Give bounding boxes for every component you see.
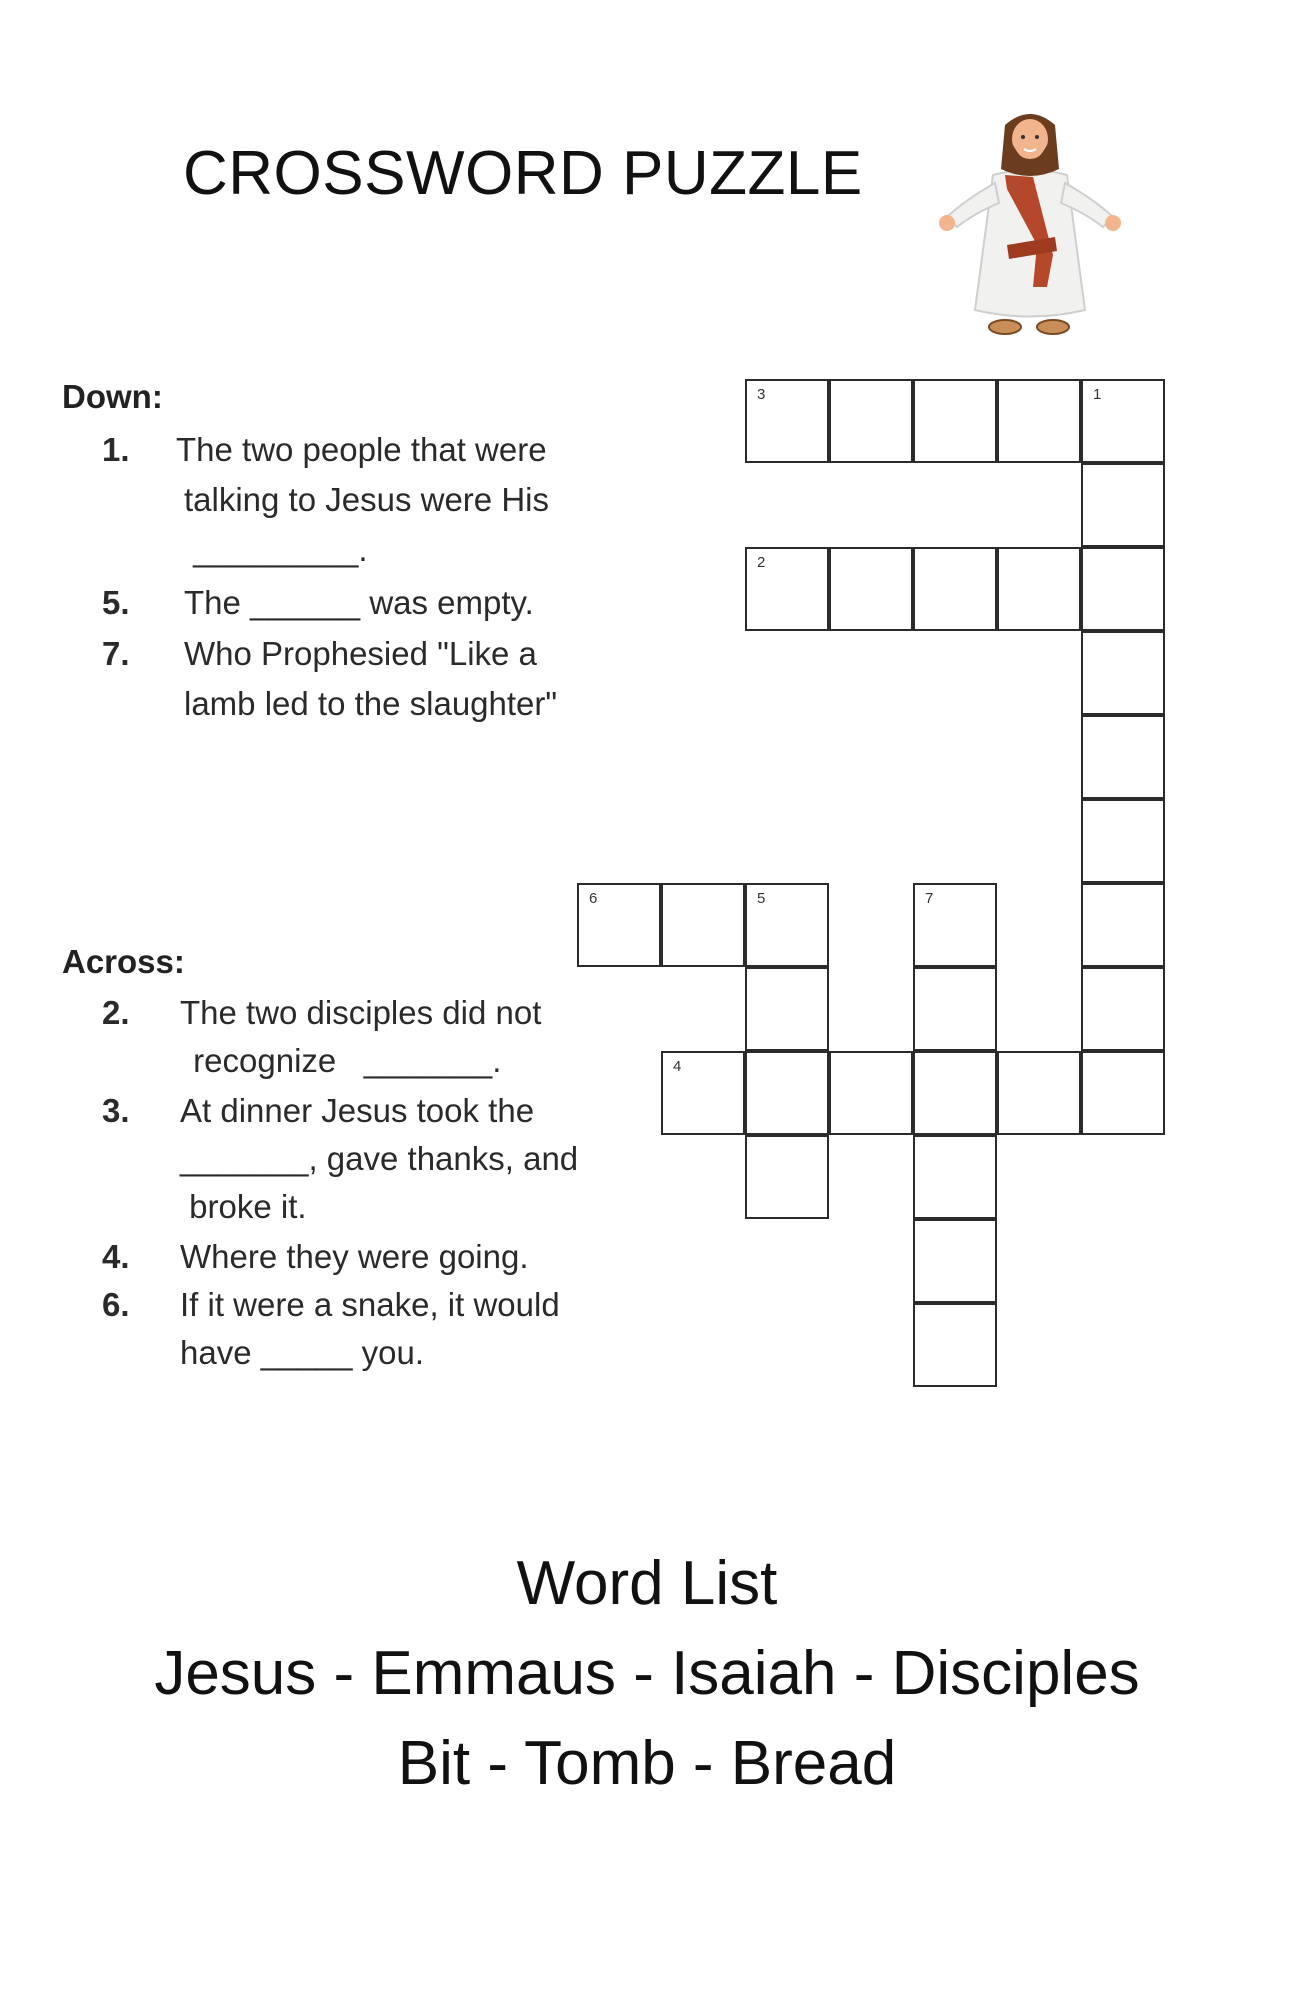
crossword-cell[interactable] <box>1081 715 1165 799</box>
word-list-line-1: Jesus - Emmaus - Isaiah - Disciples <box>154 1639 1140 1708</box>
cell-number: 2 <box>757 554 766 571</box>
down-clue-7 <box>102 629 622 729</box>
crossword-cell[interactable] <box>1081 379 1165 463</box>
crossword-cell[interactable] <box>997 379 1081 463</box>
crossword-cell[interactable] <box>913 1219 997 1303</box>
cell-number: 6 <box>589 890 598 907</box>
crossword-cell[interactable] <box>913 1135 997 1219</box>
crossword-cell[interactable] <box>1081 631 1165 715</box>
crossword-cell[interactable] <box>829 379 913 463</box>
cell-number: 3 <box>757 386 766 403</box>
clue-text-line: At dinner Jesus took the <box>180 1092 535 1129</box>
page-title: CROSSWORD PUZZLE <box>183 139 863 208</box>
crossword-cell[interactable] <box>997 1051 1081 1135</box>
clue-text-line: The ______ was empty. <box>184 584 534 621</box>
clue-text-line: talking to Jesus were His <box>184 481 549 518</box>
across-clue-4 <box>102 1232 622 1282</box>
crossword-cell[interactable] <box>997 547 1081 631</box>
down-clue-1 <box>102 425 622 575</box>
clue-text-line: Where they were going. <box>180 1238 529 1275</box>
cell-number: 1 <box>1093 386 1102 403</box>
crossword-cell[interactable] <box>1081 967 1165 1051</box>
across-clue-2 <box>102 988 622 1088</box>
crossword-cell[interactable] <box>829 1051 913 1135</box>
clue-text-line: _______, gave thanks, and <box>180 1140 579 1177</box>
clue-text-line: The two people that were <box>176 431 547 468</box>
clue-text-line: recognize _______. <box>184 1042 502 1079</box>
jesus-figure-icon <box>935 105 1125 340</box>
crossword-cell[interactable] <box>745 883 829 967</box>
crossword-cell[interactable] <box>1081 463 1165 547</box>
crossword-cell[interactable] <box>913 1303 997 1387</box>
clue-text-line: If it were a snake, it would <box>180 1286 560 1323</box>
crossword-cell[interactable] <box>745 547 829 631</box>
clue-number: 6. <box>102 1286 130 1323</box>
across-heading: Across: <box>62 943 185 980</box>
crossword-cell[interactable] <box>745 1135 829 1219</box>
crossword-cell[interactable] <box>661 883 745 967</box>
crossword-cell[interactable] <box>829 547 913 631</box>
down-clue-5 <box>102 578 622 628</box>
crossword-cell[interactable] <box>913 1051 997 1135</box>
across-clue-3 <box>102 1086 622 1236</box>
crossword-cell[interactable] <box>1081 883 1165 967</box>
clue-text-line: Who Prophesied "Like a <box>184 635 537 672</box>
crossword-cell[interactable] <box>1081 547 1165 631</box>
clue-number: 7. <box>102 635 130 672</box>
crossword-cell[interactable] <box>913 379 997 463</box>
crossword-cell[interactable] <box>913 967 997 1051</box>
word-list-heading: Word List <box>516 1549 778 1618</box>
clue-number: 5. <box>102 584 130 621</box>
clue-text-line: have _____ you. <box>180 1334 425 1371</box>
crossword-cell[interactable] <box>745 1051 829 1135</box>
clue-number: 4. <box>102 1238 130 1275</box>
clue-number: 1. <box>102 431 130 468</box>
down-heading: Down: <box>62 378 163 415</box>
cell-number: 5 <box>757 890 766 907</box>
word-list-line-2: Bit - Tomb - Bread <box>397 1729 897 1798</box>
clue-text-line: broke it. <box>180 1188 307 1225</box>
cell-number: 4 <box>673 1058 682 1075</box>
clue-text-line: _________. <box>184 531 368 568</box>
crossword-cell[interactable] <box>745 967 829 1051</box>
crossword-cell[interactable] <box>745 379 829 463</box>
cell-number: 7 <box>925 890 934 907</box>
crossword-cell[interactable] <box>1081 1051 1165 1135</box>
across-clue-6 <box>102 1280 622 1380</box>
clue-number: 3. <box>102 1092 130 1129</box>
crossword-cell[interactable] <box>913 547 997 631</box>
crossword-cell[interactable] <box>577 883 661 967</box>
crossword-cell[interactable] <box>1081 799 1165 883</box>
crossword-cell[interactable] <box>913 883 997 967</box>
crossword-cell[interactable] <box>661 1051 745 1135</box>
clue-text-line: lamb led to the slaughter" <box>184 685 558 722</box>
clue-text-line: The two disciples did not <box>180 994 542 1031</box>
clue-number: 2. <box>102 994 130 1031</box>
